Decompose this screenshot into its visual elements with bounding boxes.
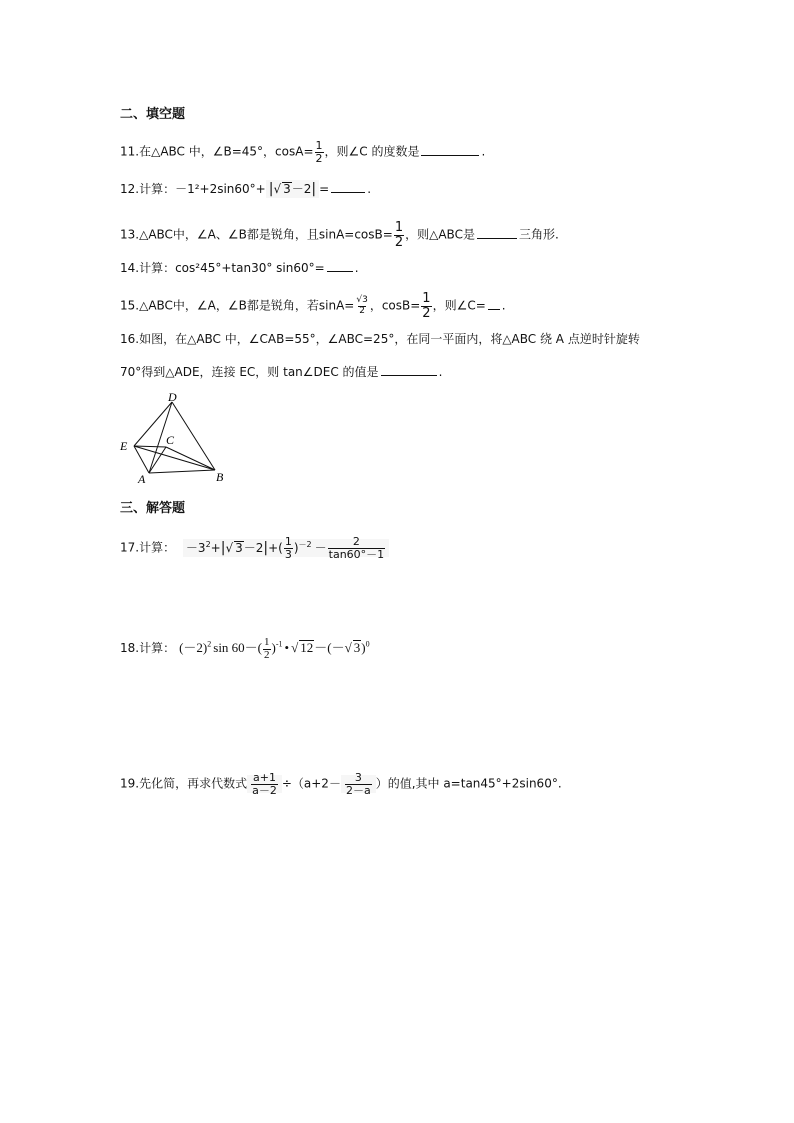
q17-text-pre: 17.计算： [120,540,176,555]
q17-abs-open: | [220,539,226,556]
q17-term1: －3 [185,540,206,555]
q13-end: 三角形. [518,227,559,242]
question-19 [120,772,562,796]
section-solve-title: 三、解答题 [120,501,186,516]
segment-AB [149,470,215,473]
q12-abs-open: | [268,181,274,197]
q17-frac2-num: 2 [352,535,360,548]
q17-sqrt-value: 3 [235,540,243,555]
question-16-line-1: 16.如图，在△ABC 中，∠CAB=55°，∠ABC=25°，在同一平面内，将△ABC 绕 A 点逆时针旋转 [120,332,640,346]
q13-fraction [394,221,404,249]
q17-exp: －2 [298,539,312,549]
q19-text-pre: 19.先化简，再求代数式 [120,776,248,791]
q14-answer-blank[interactable] [327,260,353,272]
q18-frac-num: 1 [264,636,270,648]
question-16-line-2 [120,364,442,378]
section-fill-in-title: 二、填空题 [120,107,186,122]
q15-text-post: ，则∠C= [432,298,486,313]
q15-fraction-1 [355,296,368,316]
q17-expression: $-3^2+|√$ 3－2|+( $\frac{1}{3}$ )$^{-2}$ － $\frac{2}{\tan 60^\circ-1}$ [183,539,389,557]
label-E: E [120,439,128,453]
q11-frac-den: 2 [315,151,323,165]
q17-frac2-den: tan60°－1 [328,547,385,561]
q12-abs-close: | [311,181,317,197]
question-11 [120,140,485,164]
q12-abs-expression [266,180,319,198]
q14-text-pre: 14.计算：cos²45°+tan30° sin60°= [120,261,325,275]
q19-frac1-num: a+1 [252,771,276,784]
q15-end: . [501,298,506,313]
segment-EB [134,446,215,470]
question-14 [120,260,359,274]
q12-answer-blank[interactable] [331,181,365,193]
q17-minus-two: －2 [243,540,264,555]
q18-expr2: sin 60－( [213,640,263,656]
q13-frac-den: 2 [394,234,404,250]
q11-answer-blank[interactable] [421,144,479,156]
label-C: C [166,433,175,447]
q18-expr3: ) [271,640,276,656]
q19-text-div: ÷（a+2－ [281,776,341,791]
q17-fraction-2 [328,536,386,560]
q19-fraction-1-box [247,771,282,797]
q15-frac2-num: 1 [422,291,431,306]
q16-end: . [438,365,443,379]
q17-plus2: +( [268,540,283,555]
question-12 [120,181,371,196]
q15-text-mid: ，cosB= [369,298,421,313]
q13-text-pre: 13.△ABC中，∠A、∠B都是锐角，且sinA=cosB= [120,227,393,242]
q18-sqrt-value: 12 [300,640,314,656]
question-18 [120,637,370,661]
q18-text-pre: 18.计算： [120,641,176,656]
question-15 [120,292,506,320]
label-D: D [168,390,177,404]
segment-EC [134,446,166,447]
q17-frac1-den: 3 [284,547,292,561]
q19-frac2-den: 2－a [345,783,371,797]
q19-fraction-2 [345,772,372,796]
label-B: B [216,470,224,484]
q12-sqrt-symbol: √ [273,182,282,196]
q13-frac-num: 1 [394,220,404,235]
q12-sqrt-value: 3 [283,182,291,196]
q16-answer-blank[interactable] [381,364,437,376]
q11-fraction [315,140,324,164]
q13-text-post: ，则△ABC是 [405,227,475,242]
q15-frac1-den: 2 [359,305,365,316]
q12-text-pre: 12.计算：－1²+2sin60°+ [120,182,266,196]
q13-answer-blank[interactable] [477,227,517,239]
q17-close-paren: ) [293,540,299,555]
label-A: A [138,472,146,484]
q18-expr5: －(－ [314,640,345,656]
question-13 [120,221,559,249]
q15-frac2-den: 2 [422,305,431,321]
q11-end: . [481,144,486,159]
q11-text-post: ，则∠C 的度数是 [324,144,420,159]
question-17 [120,536,389,560]
q18-sqrt-value-2: 3 [353,640,361,656]
q18-expr1: (－2) [179,640,208,656]
q19-text-post: ）的值,其中 a=tan45°+2sin60°. [375,776,562,791]
q14-end: . [354,261,359,275]
q18-expr6: ) [361,640,366,656]
q16-text-pre: 70°得到△ADE，连接 EC，则 tan∠DEC 的值是 [120,365,379,379]
q18-fraction [263,637,271,661]
q18-exp3: 0 [365,639,370,649]
q17-fraction-1 [284,536,293,560]
q18-exp2: -1 [275,639,283,649]
q19-frac2-num: 3 [354,771,362,784]
q15-text-pre: 15.△ABC中，∠A，∠B都是锐角，若sinA= [120,298,355,313]
q17-term1-exp: 2 [205,539,211,549]
q11-text-pre: 11.在△ABC 中，∠B=45°，cosA= [120,144,314,159]
q18-expression: $(-2)^2$ sin 60－( $\frac{1}{2}$ )$^{-1}$ • √ 12－(－√ 3)$^0$ [179,636,370,661]
q16-triangle-figure [116,388,232,484]
q19-fraction-2-box [341,771,376,797]
q12-end: . [367,182,372,196]
q15-answer-blank[interactable] [488,298,500,310]
q19-fraction-1 [251,772,278,796]
q11-frac-num: 1 [315,139,323,152]
q18-frac-den: 2 [264,648,270,661]
q12-minus-two: －2 [291,182,312,196]
q17-frac1-num: 1 [284,535,292,548]
q17-abs-close: | [263,539,269,556]
q15-fraction-2 [421,292,431,320]
q17-minus: － [314,540,327,555]
q19-frac1-den: a－2 [252,783,277,797]
q12-text-post: = [319,182,330,196]
q18-exp1: 2 [207,639,212,649]
q17-plus1: + [210,540,221,555]
q15-frac1-num: √3 [356,295,368,306]
q18-expr4: • [284,640,290,656]
